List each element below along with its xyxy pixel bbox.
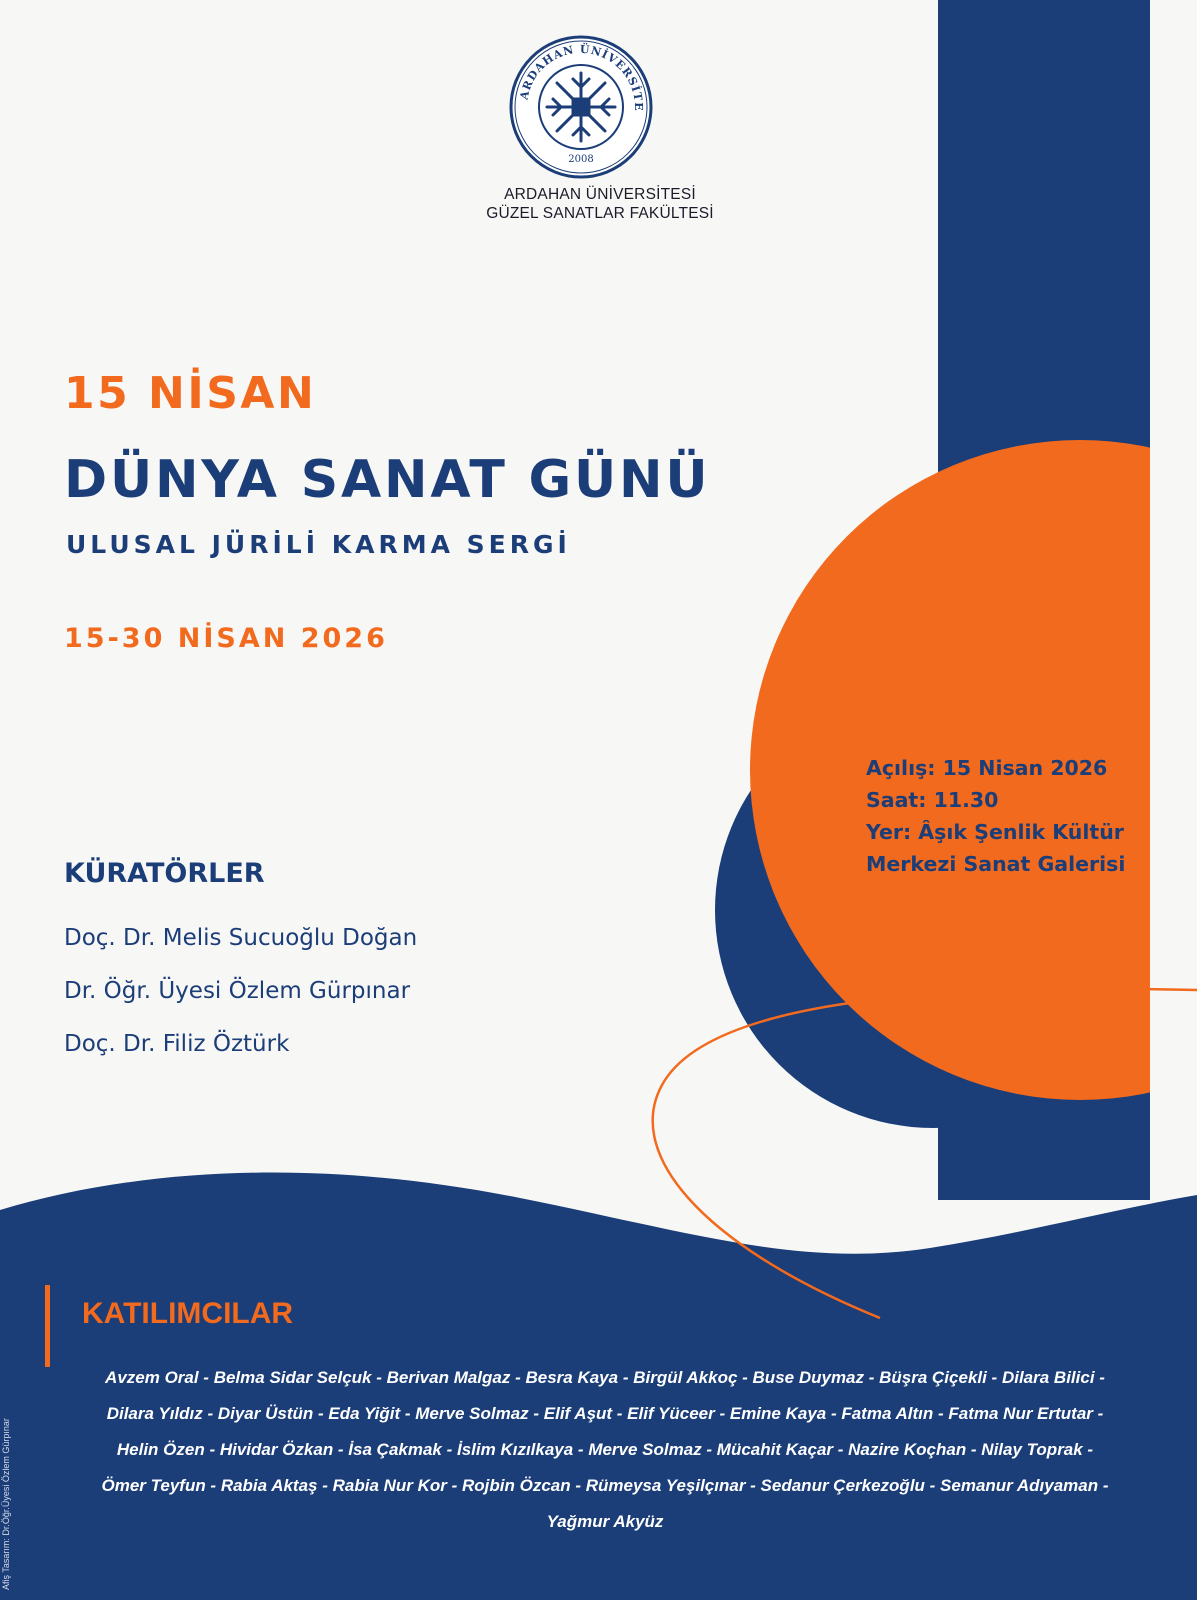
event-time: Saat: 11.30 — [866, 788, 999, 812]
participants-accent-bar — [45, 1285, 50, 1367]
event-opening: Açılış: 15 Nisan 2026 — [866, 756, 1108, 780]
participants-line: Ömer Teyfun - Rabia Aktaş - Rabia Nur Kor - Rojbin Özcan - Rümeysa Yeşilçınar - Sedanur Çerkezoğlu - Semanur Adıyaman - — [101, 1476, 1109, 1495]
white-right-margin — [1150, 0, 1172, 1230]
white-right-strip — [1172, 0, 1197, 1230]
event-place-line2: Merkezi Sanat Galerisi — [866, 852, 1126, 876]
curators-list — [64, 912, 417, 1071]
exhibition-date-range: 15-30 NİSAN 2026 — [64, 623, 388, 654]
logo-year: 2008 — [568, 154, 594, 165]
participants-heading: KATILIMCILAR — [82, 1297, 294, 1330]
logo-ring-text: ARDAHAN ÜNİVERSİTE — [517, 42, 646, 112]
participants-line: Avzem Oral - Belma Sidar Selçuk - Berivan Malgaz - Besra Kaya - Birgül Akkoç - Buse Duymaz - Büşra Çiçekli - Dilara Bilici - — [105, 1368, 1105, 1387]
university-line2: GÜZEL SANATLAR FAKÜLTESİ — [486, 205, 714, 222]
snowflake-emblem-icon — [547, 73, 615, 141]
curator-name: Dr. Öğr. Üyesi Özlem Gürpınar — [64, 978, 411, 1004]
design-credit: Afiş Tasarım: Dr.Öğr.Üyesi Özlem Gürpınar — [1, 1418, 11, 1590]
participants-line: Yağmur Akyüz — [546, 1512, 664, 1531]
university-line1: ARDAHAN ÜNİVERSİTESİ — [504, 186, 696, 203]
participants-line: Dilara Yıldız - Diyar Üstün - Eda Yiğit - Merve Solmaz - Elif Aşut - Elif Yüceer - Emine Kaya - Fatma Altın - Fatma Nur Ertutar - — [106, 1404, 1104, 1423]
participants-list — [50, 1360, 1160, 1540]
headline-subtitle: ULUSAL JÜRİLİ KARMA SERGİ — [66, 530, 571, 559]
headline-title: DÜNYA SANAT GÜNÜ — [64, 450, 711, 510]
headline-date: 15 NİSAN — [64, 368, 317, 419]
curator-name: Doç. Dr. Melis Sucuoğlu Doğan — [64, 925, 418, 951]
participants-line: Helin Özen - Hividar Özkan - İsa Çakmak - İslim Kızılkaya - Merve Solmaz - Mücahit Kaçar - Nazire Koçhan - Nilay Toprak - — [116, 1440, 1094, 1459]
event-info — [866, 752, 1125, 880]
university-name — [380, 185, 820, 223]
curators-heading: KÜRATÖRLER — [64, 858, 265, 889]
university-logo — [509, 35, 653, 179]
curator-name: Doç. Dr. Filiz Öztürk — [64, 1031, 290, 1057]
event-place-line1: Yer: Âşık Şenlik Kültür — [866, 820, 1124, 844]
